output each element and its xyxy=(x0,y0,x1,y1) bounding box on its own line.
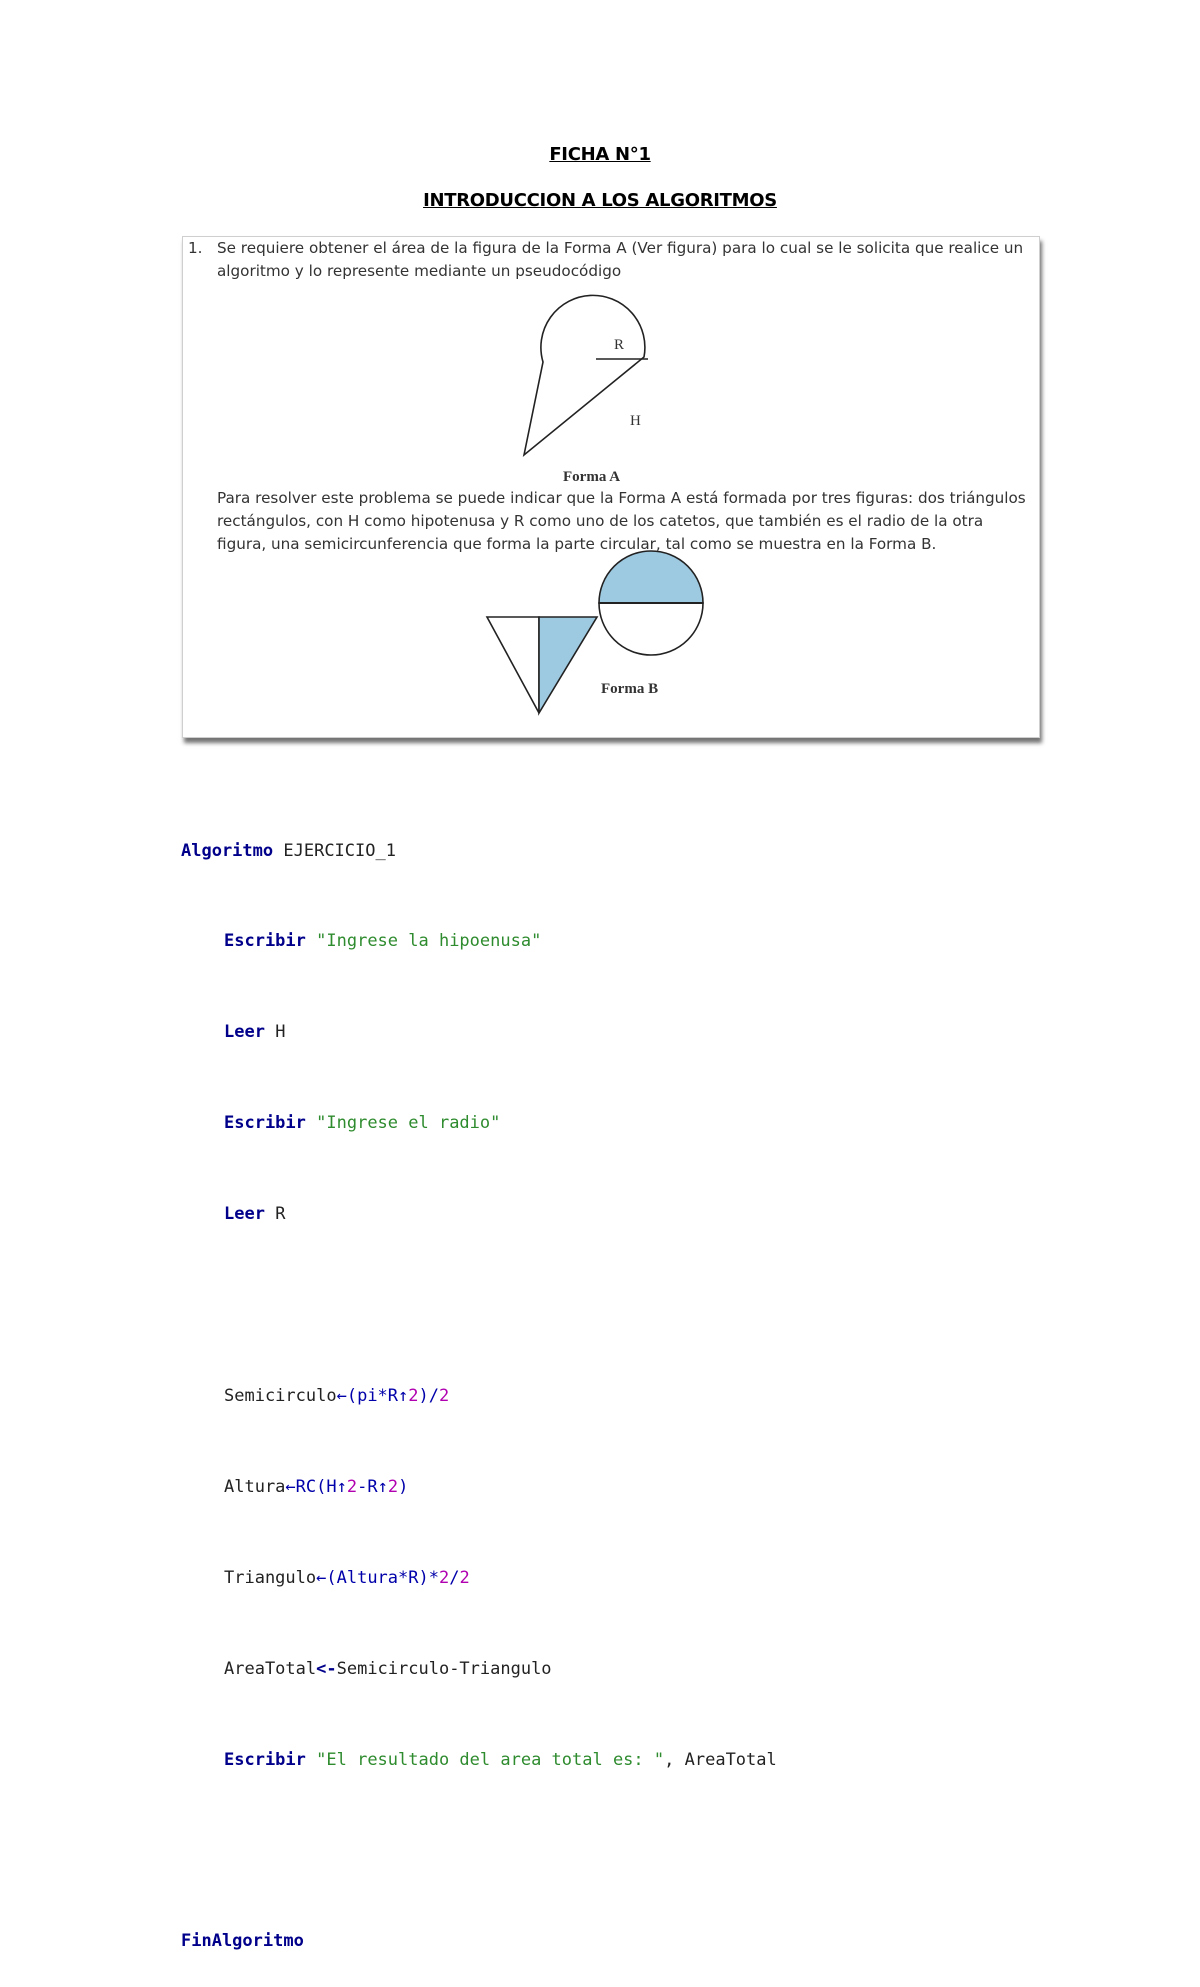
code-line-escribir-result: Escribir "El resultado del area total es: ", AreaTotal xyxy=(224,1749,777,1770)
code-line-escribir-2: Escribir "Ingrese el radio" xyxy=(224,1113,501,1134)
forma-b-upper-semicircle xyxy=(599,551,703,603)
code-line-semicirculo: Semicirculo←(pi*R↑2)/2 xyxy=(224,1385,450,1406)
code-line-triangulo: Triangulo←(Altura*R)*2/2 xyxy=(224,1567,470,1588)
code-line-areatotal: AreaTotal<-Semicirculo-Triangulo xyxy=(224,1658,552,1679)
exercise-explanation: Para resolver este problema se puede indicar que la Forma A está formada por tres figuras: dos triángulos rectángulos, con H como hipotenusa y R como uno de los catetos, que también es el radio de la otra figura, una semicircunferencia que forma la parte circular, tal como se muestra en la Forma B. xyxy=(217,489,1026,553)
code-line-footer xyxy=(181,1926,777,1956)
forma-a-label-h: H xyxy=(630,413,641,429)
forma-b-left-triangle xyxy=(487,617,539,713)
code-line-altura: Altura←RC(H↑2-R↑2) xyxy=(224,1476,409,1497)
code-line-escribir-1: Escribir "Ingrese la hipoenusa" xyxy=(224,931,542,952)
algorithm-name: EJERCICIO_1 xyxy=(283,840,396,861)
kw-algoritmo: Algoritmo xyxy=(181,840,274,861)
code-line-header xyxy=(181,836,777,866)
pseudocode-block xyxy=(181,775,777,1987)
document-title: FICHA N°1 xyxy=(549,144,651,165)
exercise-figure-box xyxy=(182,236,1040,738)
kw-finalgoritmo: FinAlgoritmo xyxy=(181,1931,304,1952)
forma-b-right-triangle xyxy=(539,617,597,713)
code-blank-line xyxy=(181,1290,777,1320)
exercise-statement: Se requiere obtener el área de la figura de la Forma A (Ver figura) para lo cual se le solicita que realice un algoritmo y lo represente mediante un pseudocódigo xyxy=(217,239,1024,280)
forma-a-teardrop xyxy=(524,295,645,455)
forma-a-label-r: R xyxy=(614,337,625,353)
forma-a-caption: Forma A xyxy=(563,469,621,485)
forma-b-lower-semicircle xyxy=(599,603,703,655)
forma-b-caption: Forma B xyxy=(601,681,659,697)
code-blank-line-2 xyxy=(181,1835,777,1865)
code-line-leer-h: Leer H xyxy=(224,1022,286,1043)
code-line-leer-r: Leer R xyxy=(224,1204,286,1225)
exercise-number: 1. xyxy=(188,239,203,257)
document-subtitle: INTRODUCCION A LOS ALGORITMOS xyxy=(423,190,777,211)
